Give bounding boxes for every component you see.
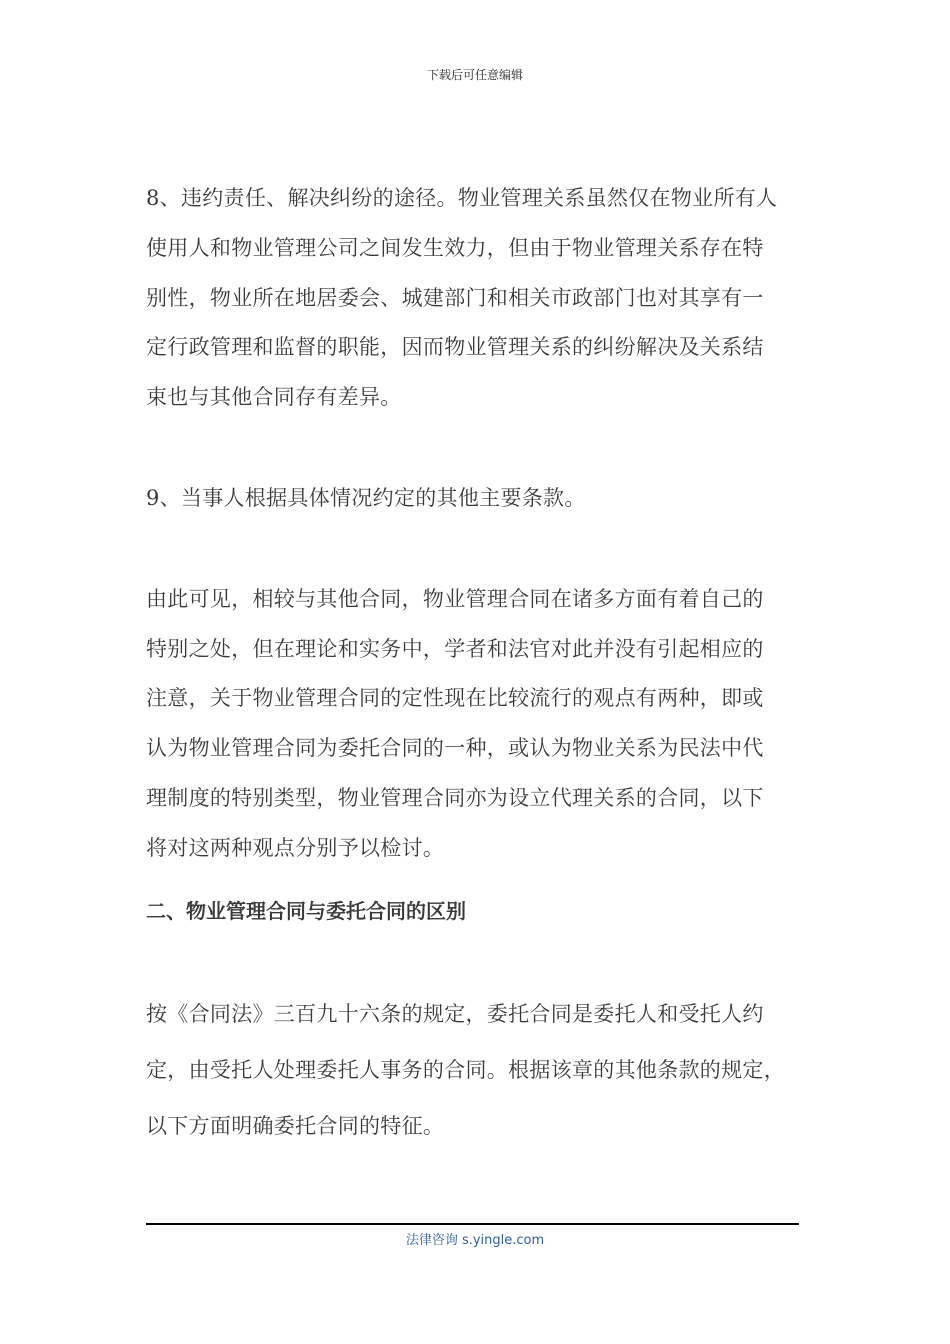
section-heading: 二、物业管理合同与委托合同的区别 bbox=[146, 898, 466, 923]
text-line: 将对这两种观点分别予以检讨。 bbox=[146, 835, 445, 860]
text-line: 认为物业管理合同为委托合同的一种，或认为物业关系为民法中代 bbox=[146, 736, 764, 761]
paragraph-item-8 bbox=[146, 174, 826, 423]
text-line: 使用人和物业管理公司之间发生效力，但由于物业管理关系存在特 bbox=[146, 235, 764, 260]
footer-link[interactable]: 法律咨询 s.yingle.com bbox=[405, 1233, 545, 1248]
text-line: 9、当事人根据具体情况约定的其他主要条款。 bbox=[146, 485, 586, 510]
text-line: 特别之处，但在理论和实务中，学者和法官对此并没有引起相应的 bbox=[146, 636, 764, 661]
text-line: 定，由受托人处理委托人事务的合同。根据该章的其他条款的规定， bbox=[146, 1057, 785, 1082]
footer-divider bbox=[146, 1223, 799, 1225]
text-line: 按《合同法》三百九十六条的规定，委托合同是委托人和受托人约 bbox=[146, 1001, 764, 1026]
text-line: 由此可见，相较与其他合同，物业管理合同在诸多方面有着自己的 bbox=[146, 586, 764, 611]
text-line: 定行政管理和监督的职能，因而物业管理关系的纠纷解决及关系结 bbox=[146, 335, 764, 360]
text-line: 束也与其他合同存有差异。 bbox=[146, 385, 402, 410]
document-body bbox=[146, 174, 826, 1154]
paragraph-summary bbox=[146, 575, 826, 874]
page-header: 下载后可任意编辑 bbox=[426, 68, 523, 82]
text-line: 以下方面明确委托合同的特征。 bbox=[146, 1113, 445, 1138]
text-line: 8、违约责任、解决纠纷的途径。物业管理关系虽然仅在物业所有人 bbox=[146, 186, 778, 210]
paragraph-item-9 bbox=[146, 474, 826, 524]
text-line: 理制度的特别类型，物业管理合同亦为设立代理关系的合同，以下 bbox=[146, 785, 764, 810]
text-line: 别性，物业所在地居委会、城建部门和相关市政部门也对其享有一 bbox=[146, 285, 764, 310]
text-line: 注意，关于物业管理合同的定性现在比较流行的观点有两种，即或 bbox=[146, 686, 764, 711]
paragraph-contract-definition bbox=[146, 986, 826, 1154]
